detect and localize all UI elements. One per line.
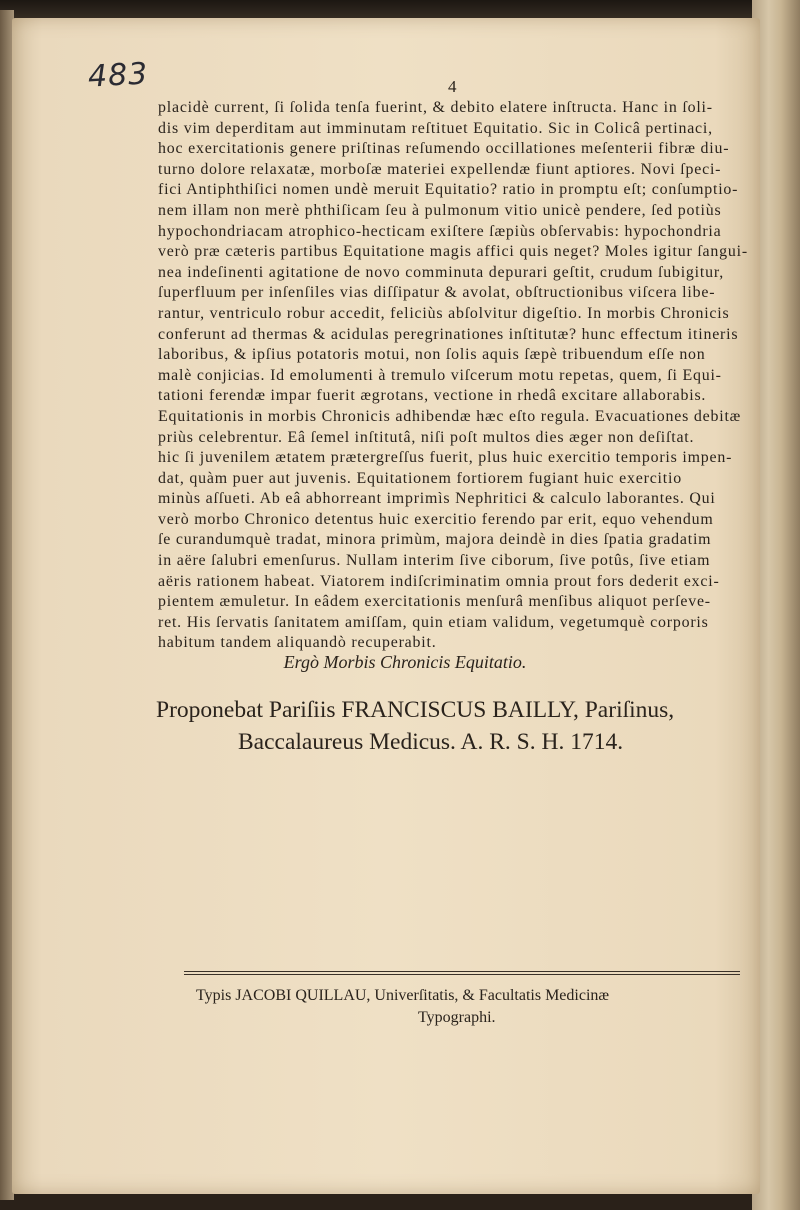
body-line: nem illam non merè phthiſicam ſeu à pulmonum vitio unicè pendere, ſed potiùs <box>158 201 722 219</box>
proposer-statement <box>156 694 776 758</box>
body-line: hypochondriacam atrophico-hecticam exiſtere ſæpiùs obſervabis: hypochondria <box>158 222 722 240</box>
imprint-line-2: Typographi. <box>418 1009 496 1026</box>
body-line: aëris rationem habeat. Viatorem indiſcriminatim omnia prout fors dederit exci- <box>158 572 720 590</box>
body-line: conferunt ad thermas & acidulas peregrinationes inſtitutæ? hunc effectum itineris <box>158 325 739 343</box>
body-line: dis vim deperditam aut imminutam reſtituet Equitatio. Sic in Colicâ pertinaci, <box>158 119 713 137</box>
body-line: verò morbo Chronico detentus huic exercitio ferendo par erit, equo vehendum <box>158 510 714 528</box>
page-number: 4 <box>448 77 457 96</box>
conclusion-line: Ergò Morbis Chronicis Equitatio. <box>283 652 527 672</box>
printer-imprint <box>196 985 756 1029</box>
proposer-line-2: Baccalaureus Medicus. A. R. S. H. 1714. <box>238 729 624 755</box>
body-line: rantur, ventriculo robur accedit, feliciùs abſolvitur digeſtio. In morbis Chronicis <box>158 304 730 322</box>
body-line: placidè current, ſi ſolida tenſa fuerint, & debito elatere inſtructa. Hanc in ſoli- <box>158 99 713 116</box>
body-line: priùs celebrentur. Eâ ſemel inſtitutâ, niſi poſt multos dies æger non deſiſtat. <box>158 428 695 446</box>
body-line: malè conjicias. Id emolumenti à tremulo viſcerum motu repetas, quem, ſi Equi- <box>158 366 722 384</box>
body-line: ſe curandumquè tradat, minora primùm, majora deindè in dies ſpatia gradatim <box>158 531 712 549</box>
proposer-line-1: Proponebat Pariſiis FRANCISCUS BAILLY, Pariſinus, <box>156 697 675 723</box>
body-line: laboribus, & ipſius potatoris motui, non ſolis aquis ſæpè tribuendum eſſe non <box>158 346 706 364</box>
body-line: ſuperfluum per inſenſiles vias diſſipatur & avolat, obſtructionibus viſcera libe- <box>158 284 716 302</box>
body-line: in aëre ſalubri emenſurus. Nullam interim ſive ciborum, ſive potûs, ſive etiam <box>158 552 711 570</box>
body-line: pientem æmuletur. In eâdem exercitationis menſurâ menſibus aliquot perſeve- <box>158 593 711 611</box>
body-line: nea indeſinenti agitatione de novo comminuta depurari geſtit, crudum ſubigitur, <box>158 263 725 281</box>
imprint-line-1: Typis JACOBI QUILLAU, Univerſitatis, & Facultatis Medicinæ <box>196 987 610 1004</box>
body-line: ret. His ſervatis ſanitatem amiſſam, quin etiam validum, vegetumquè corporis <box>158 613 709 631</box>
divider-rule-thin <box>184 974 740 975</box>
handwritten-folio-number: 483 <box>87 56 150 95</box>
body-line: turno dolore relaxatæ, morboſæ materiei expellendæ fiunt aptiores. Novi ſpeci- <box>158 160 722 178</box>
body-line: habitum tandem aliquandò recuperabit. <box>158 634 437 652</box>
divider-rule <box>184 971 740 972</box>
body-line: fici Antiphthiſici nomen undè meruit Equitatio? ratio in promptu eſt; conſumptio- <box>158 181 739 199</box>
body-line: dat, quàm puer aut juvenis. Equitationem fortiorem fugiant huic exercitio <box>158 469 682 487</box>
body-line: minùs aſſueti. Ab eâ abhorreant imprimìs Nephritici & calculo laborantes. Qui <box>158 490 716 508</box>
body-line: hic ſi juvenilem ætatem prætergreſſus fuerit, plus huic exercitio temporis impen- <box>158 449 733 467</box>
body-line: tationi ferendæ impar fuerit ægrotans, vectione in rhedâ excitare allaborabis. <box>158 387 707 405</box>
body-text <box>158 98 764 654</box>
body-line: verò præ cæteris partibus Equitatione magis affici quis neget? Moles igitur ſangui- <box>158 243 748 261</box>
body-line: Equitationis in morbis Chronicis adhibendæ hæc eſto regula. Evacuationes debitæ <box>158 407 742 425</box>
body-line: hoc exercitationis genere priſtinas reſumendo occillationes meſenterii fibræ diu- <box>158 140 730 158</box>
